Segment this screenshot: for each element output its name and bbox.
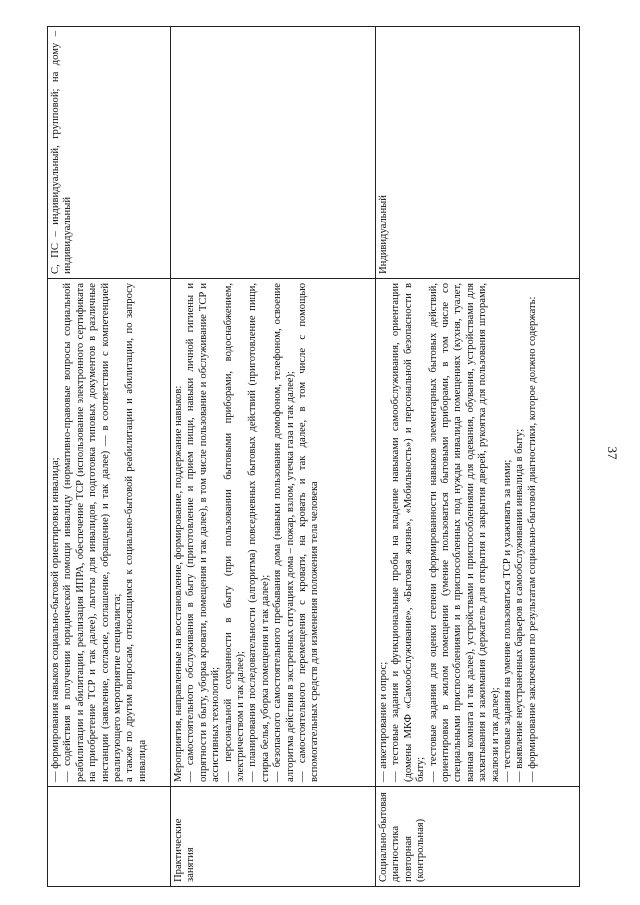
table-row [376, 27, 580, 887]
content-line: — анкетирование и опрос; [378, 661, 389, 782]
activity-form-cell: С, ПС – индивидуальный, групповой; на дому – индивидуальный [48, 27, 171, 279]
content-line: — содействия в получении юридической помощи инвалиду (нормативно-правовые вопросы социальной реабилитации и абилитации, реализация ИПРА, обеспечение ТСР (использование электронного сертификата на приобретение ТСР и так далее), льготы для инвалидов, подготовка типовых документов в различные инстанции (заявление, согласие, соглашение, обращение) и так далее) — в соответствии с компетенцией реализующего мероприятие специалиста; [62, 283, 124, 782]
content-line: — самостоятельного обслуживания в быту (приготовление и прием пищи, навыки личной гигиены и опрятности в быту, уборка кровати, помещения и так далее), в том числе пользование и обслуживание ТСР и ассистивных технологий; [185, 283, 222, 782]
activity-content-cell [376, 279, 580, 787]
table-row [48, 27, 171, 887]
activity-name-cell [48, 787, 171, 887]
content-line: — тестовые задания для оценки степени сформированности навыков элементарных бытовых действий, ориентировки в жилом помещении (умение пользоваться бытовыми приборами, в том числе со специальными приспособлениями и в приспособленных под нужды инвалида помещениях (кухня, туалет, ванная комната и так далее), устройствами и приспособлениями для одевания, обувания, устройствами для захватывания и зажимания (держатель для открытия и закрытия дверей, рукоятка для пользования шторами, жалюзи и так далее); [427, 283, 501, 782]
rotated-table-wrapper [47, 27, 564, 887]
content-line: — планирования последовательности (алгоритма) повседневных бытовых действий (приготовление пищи, стирка белья, уборка помещения и так далее); [247, 283, 271, 782]
activity-form-cell [171, 27, 376, 279]
content-line: — тестовые задания на умение пользоваться ТСР и ухаживать за ними; [502, 459, 514, 782]
content-line: а также по другим вопросам, относящимся к социально-бытовой реабилитации и абилитации, по запросу инвалида [124, 283, 148, 782]
content-line: — тестовые задания и функциональные пробы на владение навыками самообслуживания, ориентации (домены МКФ «Самообслуживание», «Бытовая жизнь», «Мобильность») и персональной безопасности в быту; [390, 283, 427, 782]
page-number: 37 [605, 446, 620, 460]
content-line: — безопасного самостоятельного пребывания дома (навыки пользования домофоном, телефоном, освоение алгоритма действия в экстренных ситуациях дома – пожар, взлом, утечка газа и так далее); [272, 283, 296, 782]
content-line: — формирование заключения по результатам социально-бытовой диагностики, которое должно содержать: [526, 296, 538, 782]
activities-table [47, 26, 580, 887]
content-line: — персональной сохранности в быту (при пользовании бытовыми приборами, водоснабжением, электричеством и так далее); [222, 283, 247, 782]
activity-form-cell: Индивидуальный [376, 27, 580, 279]
content-line: Мероприятия, направленные на восстановление, формирование, поддержание навыков: [173, 385, 184, 782]
content-line: — выявление неустраненных барьеров в самообслуживании инвалида в быту; [514, 428, 526, 782]
activity-name-cell: Социально-бытовая диагностика повторная (контрольная) [376, 787, 580, 887]
activity-name-cell: Практические занятия [171, 787, 376, 887]
table-row [171, 27, 376, 887]
content-line: — формирования навыков социально-бытовой ориентировки инвалида; [50, 457, 61, 782]
activity-content-cell [171, 279, 376, 787]
content-line: — самостоятельного перемещения с кровати, на кровать и так далее, в том числе с помощью вспомогательных средств для изменения положения тела человека [297, 283, 321, 782]
activity-content-cell [48, 279, 171, 787]
